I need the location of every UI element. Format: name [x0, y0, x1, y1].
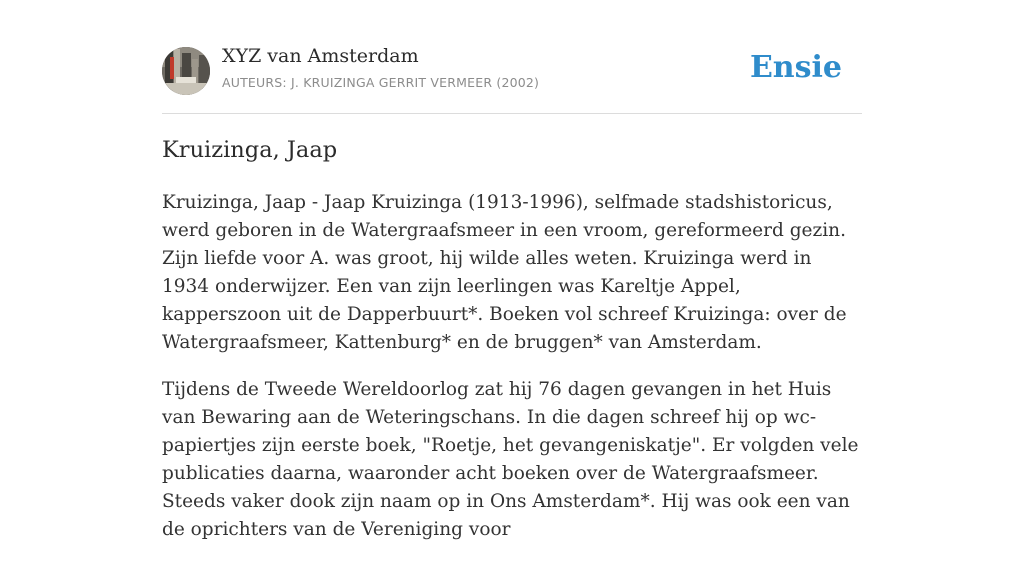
entry-paragraph-2: Tijdens de Tweede Wereldoorlog zat hij 76 dagen gevangen in het Huis van Bewaring aan de Weteringschans. In die dagen schreef hij op wc-papiertjes zijn eerste boek, "Roetje, het gevangeniskatje". Er volgden vele publicaties daarna, waaronder acht boeken over de Watergraafsmeer. Steeds vaker dook zijn naam op in Ons Amsterdam*. Hij was ook een van de oprichters van de Vereniging voor [162, 379, 859, 540]
entry-title: Kruizinga, Jaap [162, 137, 338, 163]
page [162, 0, 862, 540]
book-cover-thumbnail[interactable] [162, 47, 210, 95]
entry-body [162, 189, 862, 563]
book-title[interactable]: XYZ van Amsterdam [222, 45, 419, 67]
header [162, 0, 862, 114]
authors-line: AUTEURS: J. KRUIZINGA GERRIT VERMEER (2002) [222, 75, 540, 90]
entry-paragraph-1: Kruizinga, Jaap - Jaap Kruizinga (1913-1996), selfmade stadshistoricus, werd geboren in de Watergraafsmeer in een vroom, gereformeerd gezin. Zijn liefde voor A. was groot, hij wilde alles weten. Kruizinga werd in 1934 onderwijzer. Een van zijn leerlingen was Kareltje Appel, kapperszoon uit de Dapperbuurt*. Boeken vol schreef Kruizinga: over de Watergraafsmeer, Kattenburg* en de bruggen* van Amsterdam. [162, 192, 847, 353]
cover-image-icon [162, 47, 210, 95]
ensie-logo-link[interactable]: Ensie [749, 50, 842, 85]
